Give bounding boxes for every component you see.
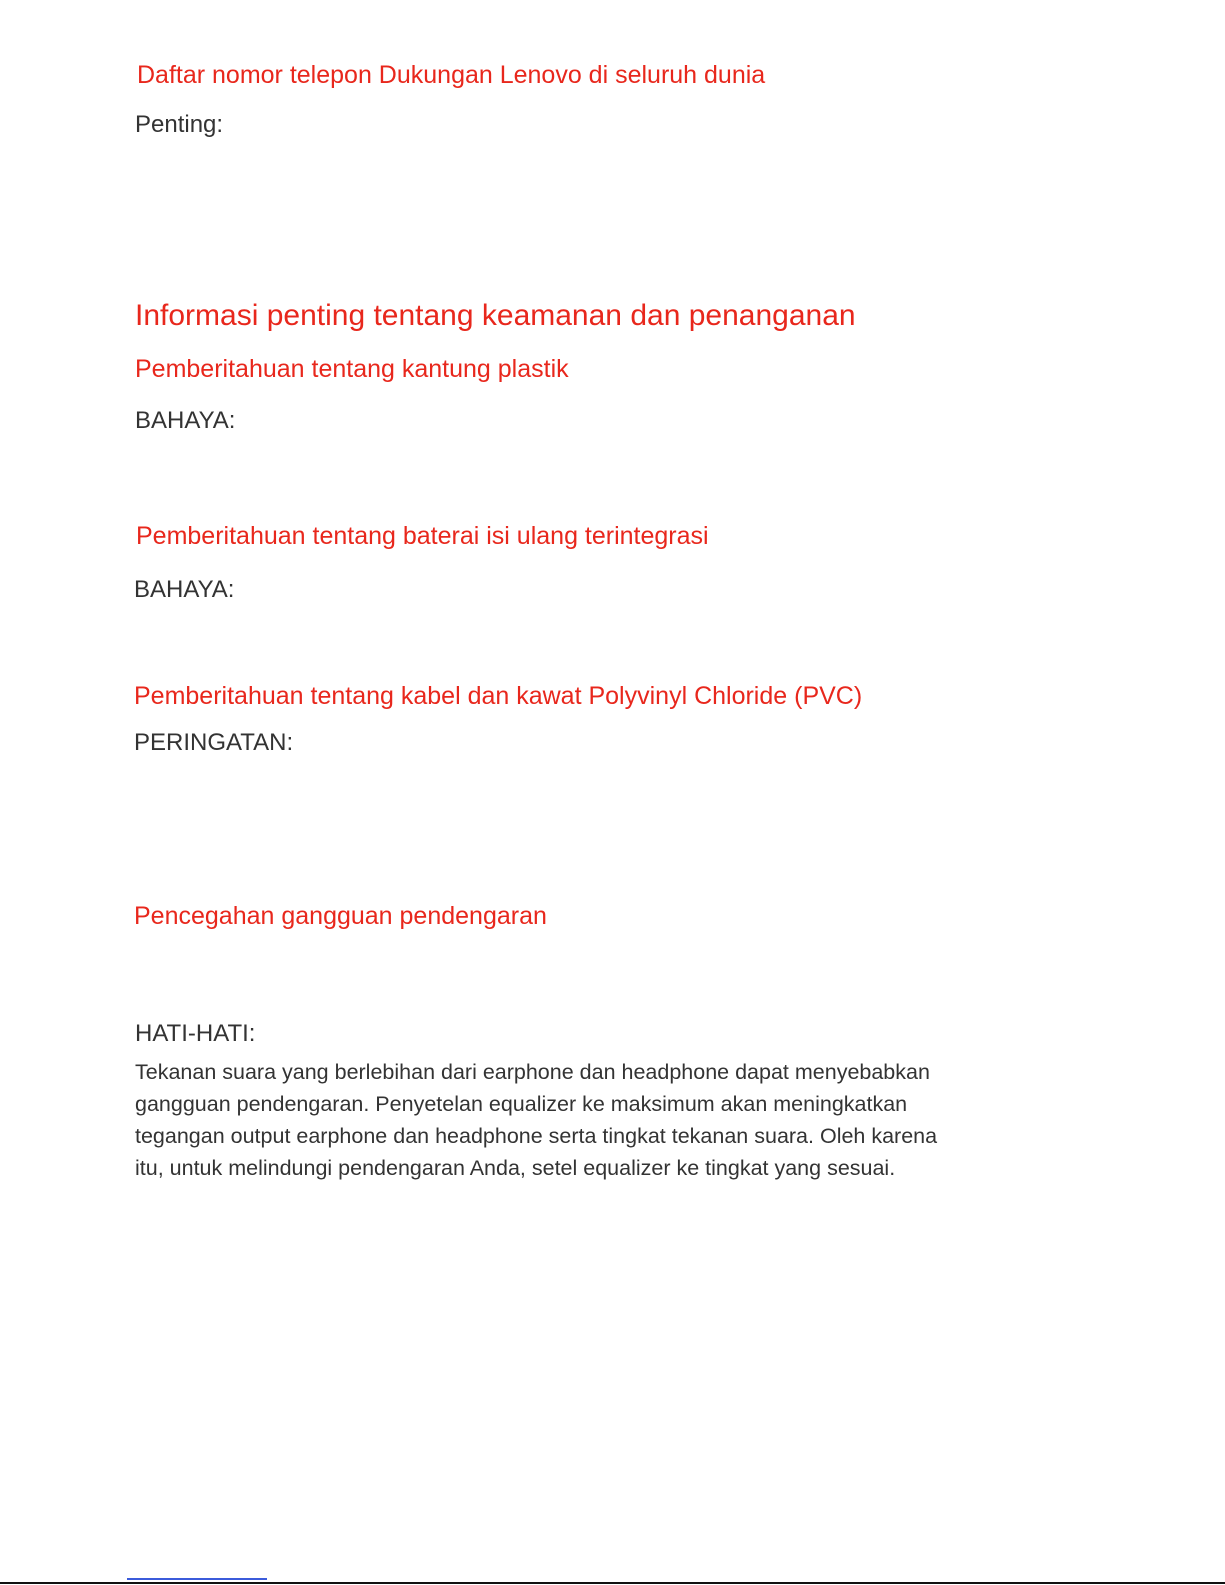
- danger-label-plastic: BAHAYA:: [135, 407, 236, 434]
- paragraph-line: tegangan output earphone dan headphone serta tingkat tekanan suara. Oleh karena: [135, 1124, 938, 1148]
- caution-label-hearing: HATI-HATI:: [135, 1020, 256, 1047]
- footer-divider: [0, 1582, 1225, 1584]
- pvc-cable-notice-heading: Pemberitahuan tentang kabel dan kawat Polyvinyl Chloride (PVC): [134, 682, 863, 710]
- paragraph-line: gangguan pendengaran. Penyetelan equalizer ke maksimum akan meningkatkan: [135, 1092, 908, 1116]
- plastic-bag-notice-heading: Pemberitahuan tentang kantung plastik: [135, 355, 569, 383]
- danger-label-battery: BAHAYA:: [134, 576, 235, 603]
- paragraph-line: itu, untuk melindungi pendengaran Anda, setel equalizer ke tingkat yang sesuai.: [135, 1156, 896, 1180]
- safety-handling-heading: Informasi penting tentang keamanan dan penanganan: [135, 299, 856, 332]
- important-label: Penting:: [135, 111, 224, 138]
- paragraph-line: Tekanan suara yang berlebihan dari earphone dan headphone dapat menyebabkan: [135, 1060, 930, 1084]
- warning-label-pvc: PERINGATAN:: [134, 729, 294, 756]
- hearing-loss-prevention-heading: Pencegahan gangguan pendengaran: [134, 902, 547, 930]
- battery-notice-heading: Pemberitahuan tentang baterai isi ulang terintegrasi: [136, 522, 709, 550]
- support-phone-list-heading: Daftar nomor telepon Dukungan Lenovo di seluruh dunia: [137, 61, 766, 89]
- footer-accent-line: [127, 1578, 267, 1580]
- hearing-caution-paragraph: [135, 1056, 1075, 1184]
